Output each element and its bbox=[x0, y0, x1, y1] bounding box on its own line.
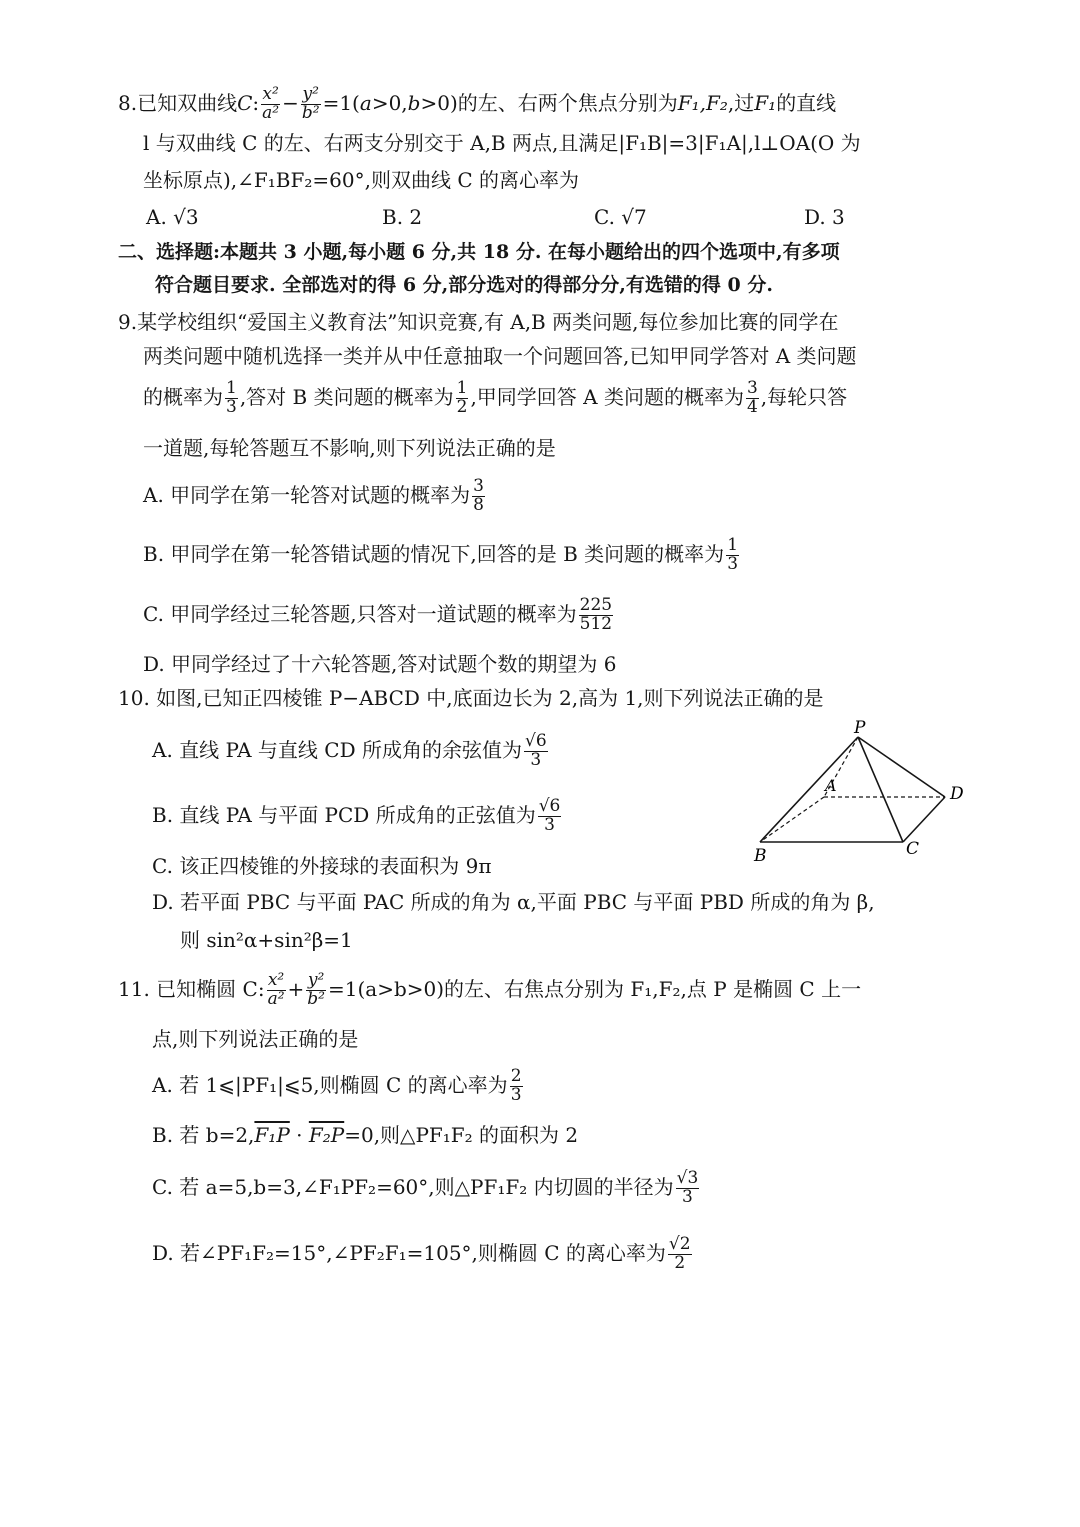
q9-line1: 9.某学校组织“爱国主义教育法”知识竞赛,有 A,B 两类问题,每位参加比赛的同学在 bbox=[118, 310, 839, 334]
q8-frac-x bbox=[261, 86, 280, 123]
frac-den: a² bbox=[262, 102, 280, 123]
q11-d-frac bbox=[668, 1236, 692, 1273]
q9-frac-1-3 bbox=[225, 380, 238, 417]
frac-num: 3 bbox=[473, 476, 484, 496]
frac-den: 3 bbox=[682, 1186, 693, 1207]
q9-line2: 两类问题中随机选择一类并从中任意抽取一个问题回答,已知甲同学答对 A 类问题 bbox=[143, 344, 857, 368]
frac-den: 2 bbox=[674, 1252, 686, 1273]
option-text: D. 若∠PF₁F₂=15°,∠PF₂F₁=105°,则椭圆 C 的离心率为 bbox=[152, 1240, 666, 1265]
q8-var: C bbox=[237, 90, 253, 115]
q9-text: ,每轮只答 bbox=[760, 384, 848, 409]
q8-via: ,过 bbox=[727, 90, 755, 115]
option-text: B. 若 b=2, bbox=[152, 1123, 255, 1147]
frac-num: y² bbox=[302, 84, 319, 104]
q10-option-d-line2: 则 sin²α+sin²β=1 bbox=[180, 928, 353, 952]
frac-num: 2 bbox=[510, 1066, 522, 1086]
label-b: B bbox=[754, 846, 767, 865]
option-text: C. 若 a=5,b=3,∠F₁PF₂=60°,则△PF₁F₂ 内切圆的半径为 bbox=[152, 1174, 674, 1199]
frac-den: 3 bbox=[530, 749, 542, 770]
section2-heading-line2: 符合题目要求. 全部选对的得 6 分,部分选对的得部分分,有选错的得 0 分. bbox=[155, 274, 773, 296]
option-text: A. 若 1⩽|PF₁|⩽5,则椭圆 C 的离心率为 bbox=[152, 1072, 508, 1097]
q11-line1 bbox=[118, 972, 861, 1009]
q8-line3: 坐标原点),∠F₁BF₂=60°,则双曲线 C 的离心率为 bbox=[143, 168, 579, 192]
q9-a-frac bbox=[472, 478, 485, 515]
q9-text: ,答对 B 类问题的概率为 bbox=[239, 384, 454, 409]
q8-foci: F₁,F₂ bbox=[677, 90, 728, 115]
q11-c-frac bbox=[676, 1170, 700, 1207]
q9-frac-1-2 bbox=[456, 380, 469, 417]
q10-option-d-line1: D. 若平面 PBC 与平面 PAC 所成的角为 α,平面 PBC 与平面 PBD 所成的角为 β, bbox=[152, 890, 875, 914]
frac-den: 3 bbox=[510, 1084, 522, 1105]
vector-f2p: F₂P bbox=[308, 1123, 345, 1147]
q11-text: =1(a>b>0)的左、右焦点分别为 F₁,F₂,点 P 是椭圆 C 上一 bbox=[327, 976, 862, 1001]
q9-option-b bbox=[143, 537, 741, 574]
q8-option-b: B. 2 bbox=[382, 205, 423, 229]
option-text: B. 甲同学在第一轮答错试题的情况下,回答的是 B 类问题的概率为 bbox=[143, 541, 725, 566]
label-a: A bbox=[825, 776, 837, 795]
q9-frac-3-4 bbox=[746, 380, 759, 417]
q11-plus: + bbox=[287, 976, 305, 1001]
q8-eq: =1( bbox=[322, 90, 360, 115]
frac-num: 1 bbox=[727, 535, 739, 555]
q11-option-d bbox=[152, 1236, 694, 1273]
q8-text: 已知双曲线 bbox=[137, 90, 238, 115]
option-text: =0,则△PF₁F₂ 的面积为 2 bbox=[344, 1123, 579, 1147]
q10-option-b bbox=[152, 798, 563, 835]
q10-a-frac bbox=[524, 733, 548, 770]
q8-desc: >0)的左、右两个焦点分别为 bbox=[420, 90, 678, 115]
q11-line2: 点,则下列说法正确的是 bbox=[152, 1027, 359, 1051]
frac-num: √6 bbox=[538, 796, 561, 816]
pyramid-figure bbox=[740, 715, 980, 865]
frac-num: √3 bbox=[676, 1168, 699, 1188]
frac-den: b² bbox=[301, 102, 320, 123]
q9-option-c bbox=[143, 597, 615, 634]
frac-den: 2 bbox=[456, 396, 468, 417]
vector-f1p: F₁P bbox=[254, 1123, 290, 1147]
section2-heading-line1: 二、选择题:本题共 3 小题,每小题 6 分,共 18 分. 在每小题给出的四个选项中,有多项 bbox=[118, 241, 840, 263]
q8-line1 bbox=[118, 86, 836, 123]
q8-option-d: D. 3 bbox=[804, 205, 845, 229]
q10-option-c: C. 该正四棱锥的外接球的表面积为 9π bbox=[152, 854, 492, 878]
frac-den: 8 bbox=[473, 494, 484, 515]
frac-den: 3 bbox=[727, 553, 739, 574]
q8-line2: l 与双曲线 C 的左、右两支分别交于 A,B 两点,且满足|F₁B|=3|F₁A|,l⊥OA(O 为 bbox=[143, 131, 861, 155]
option-text: B. 直线 PA 与平面 PCD 所成角的正弦值为 bbox=[152, 802, 536, 827]
frac-den: a² bbox=[267, 988, 285, 1009]
q8-gt: >0, bbox=[371, 90, 408, 115]
frac-num: x² bbox=[267, 970, 285, 990]
edge-pb bbox=[760, 737, 858, 842]
q8-b: b bbox=[407, 90, 421, 115]
label-c: C bbox=[906, 839, 920, 859]
q10-b-frac bbox=[538, 798, 562, 835]
label-d: D bbox=[950, 784, 964, 804]
q9-option-d: D. 甲同学经过了十六轮答题,答对试题个数的期望为 6 bbox=[143, 652, 617, 676]
q11-a-frac bbox=[510, 1068, 523, 1105]
frac-num: 225 bbox=[579, 595, 613, 615]
q9-text: ,甲同学回答 A 类问题的概率为 bbox=[470, 384, 744, 409]
q11-option-a bbox=[152, 1068, 525, 1105]
q11-frac-x bbox=[267, 972, 286, 1009]
q8-minus: − bbox=[282, 90, 299, 115]
q9-line3 bbox=[143, 380, 847, 417]
frac-num: √6 bbox=[525, 731, 547, 751]
q8-frac-y bbox=[301, 86, 321, 123]
q11-frac-y bbox=[306, 972, 326, 1009]
frac-den: b² bbox=[307, 988, 325, 1009]
q8-a: a bbox=[359, 90, 372, 115]
frac-den: 3 bbox=[226, 396, 237, 417]
q11-option-b bbox=[152, 1125, 578, 1145]
label-p: P bbox=[854, 718, 866, 738]
edge-cd bbox=[903, 797, 945, 842]
q9-c-frac bbox=[579, 597, 613, 634]
option-text: A. 直线 PA 与直线 CD 所成角的余弦值为 bbox=[152, 737, 522, 762]
dot-operator: · bbox=[289, 1123, 309, 1147]
q8-option-c: C. √7 bbox=[594, 205, 647, 229]
q9-option-a bbox=[143, 478, 487, 515]
option-text: C. 甲同学经过三轮答题,只答对一道试题的概率为 bbox=[143, 601, 577, 626]
q8-number: 8. bbox=[118, 90, 138, 115]
frac-num: 3 bbox=[746, 378, 758, 398]
q8-colon: : bbox=[252, 90, 260, 115]
frac-num: x² bbox=[262, 84, 279, 104]
frac-den: 3 bbox=[544, 814, 555, 835]
frac-num: y² bbox=[307, 970, 325, 990]
edge-ab-hidden bbox=[760, 797, 824, 842]
frac-den: 4 bbox=[746, 396, 758, 417]
q11-text: 11. 已知椭圆 C: bbox=[118, 976, 265, 1001]
q11-option-c bbox=[152, 1170, 701, 1207]
frac-num: √2 bbox=[668, 1234, 691, 1254]
q8-f1: F₁ bbox=[754, 90, 777, 115]
frac-num: 1 bbox=[456, 378, 468, 398]
q8-option-a: A. √3 bbox=[146, 205, 199, 229]
frac-den: 512 bbox=[579, 613, 613, 634]
q9-b-frac bbox=[726, 537, 739, 574]
q10-line1: 10. 如图,已知正四棱锥 P−ABCD 中,底面边长为 2,高为 1,则下列说法正确的是 bbox=[118, 686, 824, 710]
frac-num: 1 bbox=[226, 378, 237, 398]
q9-line4: 一道题,每轮答题互不影响,则下列说法正确的是 bbox=[143, 436, 556, 460]
q8-line-word: 的直线 bbox=[776, 90, 837, 115]
q9-text: 的概率为 bbox=[143, 384, 223, 409]
option-text: A. 甲同学在第一轮答对试题的概率为 bbox=[143, 482, 471, 507]
q10-option-a bbox=[152, 733, 550, 770]
